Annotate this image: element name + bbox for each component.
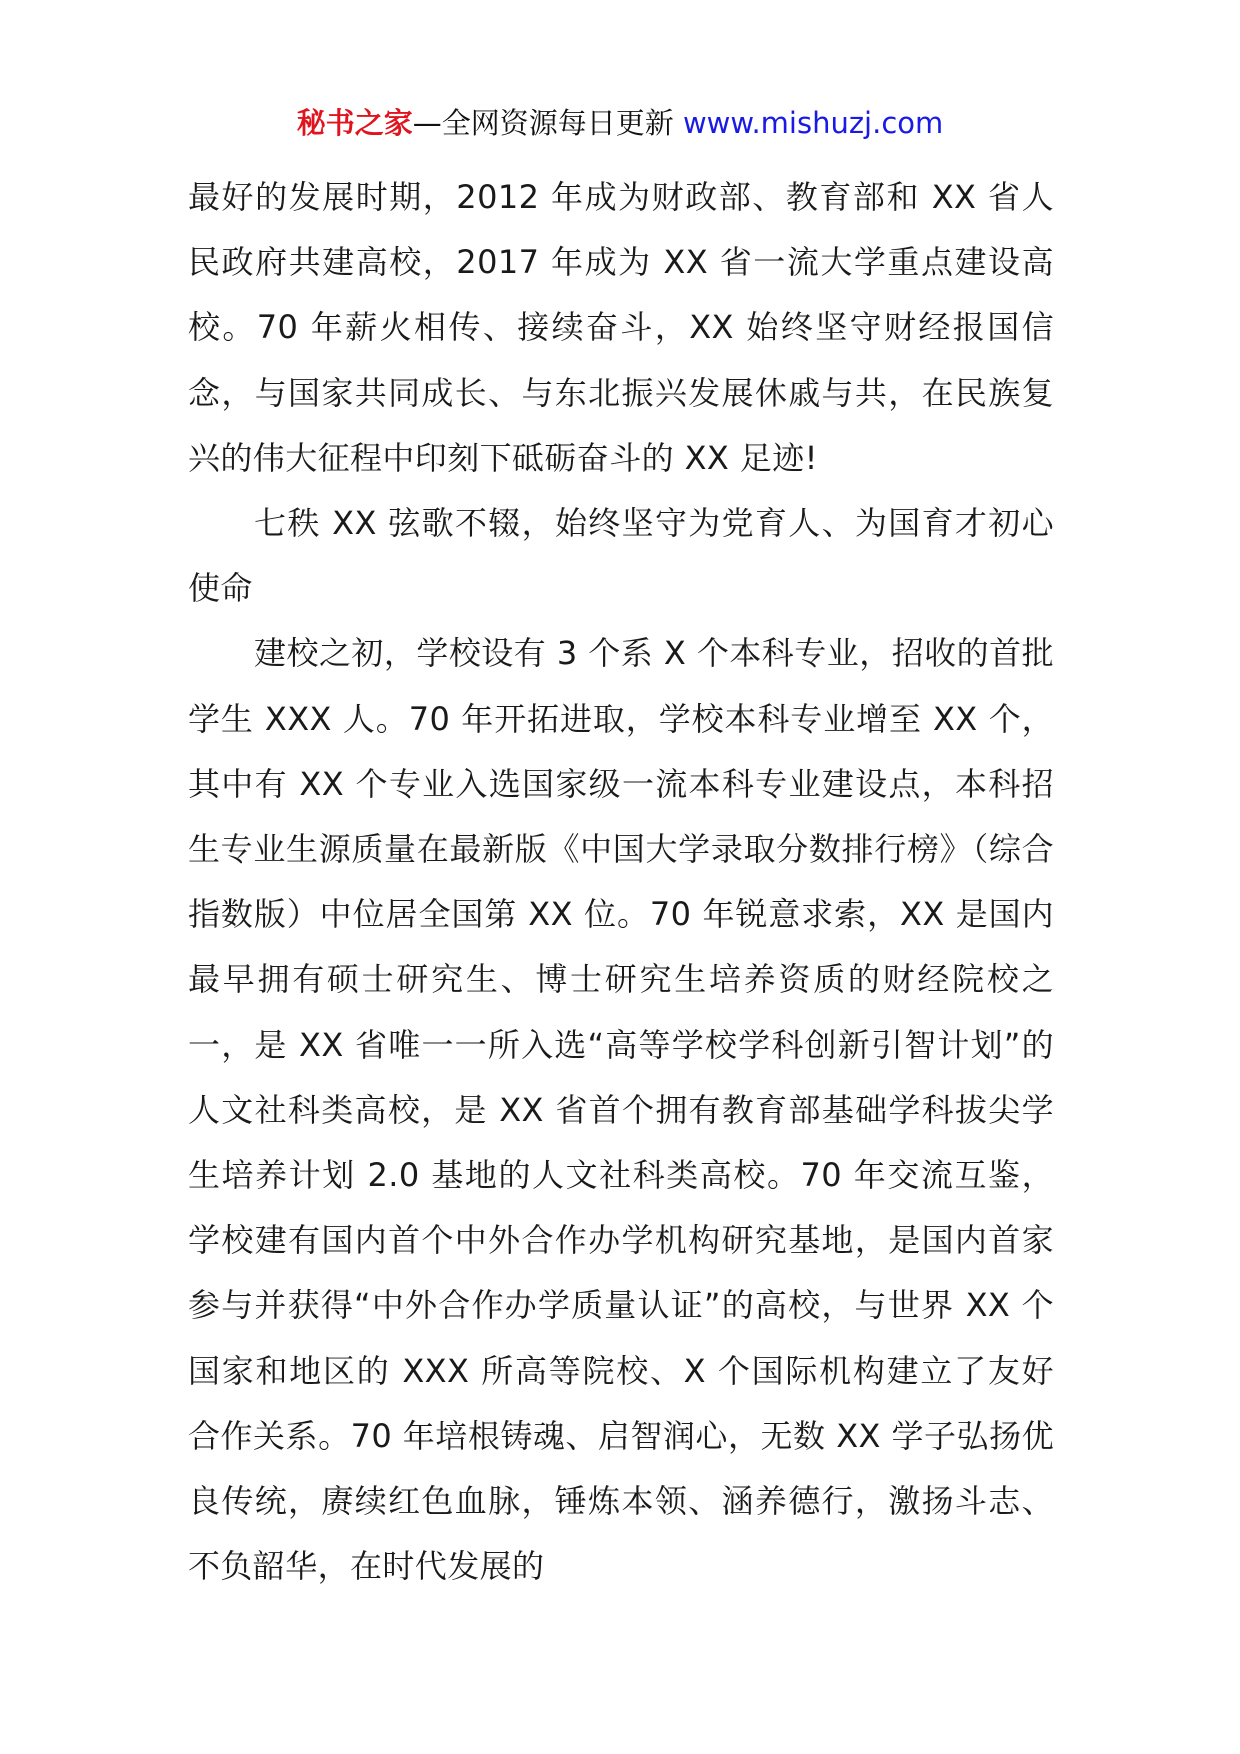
paragraph-continuation: 最好的发展时期，2012 年成为财政部、教育部和 XX 省人民政府共建高校，2017 年成为 XX 省一流大学重点建设高校。70 年薪火相传、接续奋斗，XX 始终坚守财经报国信念，与国家共同成长、与东北振兴发展休戚与共，在民族复兴的伟大征程中印刻下砥砺奋斗的 XX 足迹! bbox=[188, 178, 1054, 477]
paragraph: 建校之初，学校设有 3 个系 X 个本科专业，招收的首批学生 XXX 人。70 年开拓进取，学校本科专业增至 XX 个，其中有 XX 个专业入选国家级一流本科专业建设点，本科招生专业生源质量在最新版《中国大学录取分数排行榜》（综合指数版）中位居全国第 XX 位。70 年锐意求索，XX 是国内最早拥有硕士研究生、博士研究生培养资质的财经院校之一，是 XX 省唯一一所入选“高等学校学科创新引智计划”的人文社科类高校，是 XX 省首个拥有教育部基础学科拔尖学生培养计划 2.0 基地的人文社科类高校。70 年交流互鉴，学校建有国内首个中外合作办学机构研究基地，是国内首家参与并获得“中外合作办学质量认证”的高校，与世界 XX 个国家和地区的 XXX 所高等院校、X 个国际机构建立了友好合作关系。70 年培根铸魂、启智润心，无数 XX 学子弘扬优良传统，赓续红色血脉，锤炼本领、涵养德行，激扬斗志、不负韶华，在时代发展的 bbox=[188, 634, 1054, 1586]
brand-name: 秘书之家 bbox=[296, 106, 413, 140]
section-heading: 七秩 XX 弦歌不辍，始终坚守为党育人、为国育才初心使命 bbox=[188, 504, 1054, 608]
website-link[interactable]: www.mishuzj.com bbox=[682, 106, 944, 140]
document-body bbox=[188, 165, 1054, 1599]
header-slogan: —全网资源每日更新 bbox=[412, 106, 674, 140]
page-header bbox=[0, 103, 1240, 143]
